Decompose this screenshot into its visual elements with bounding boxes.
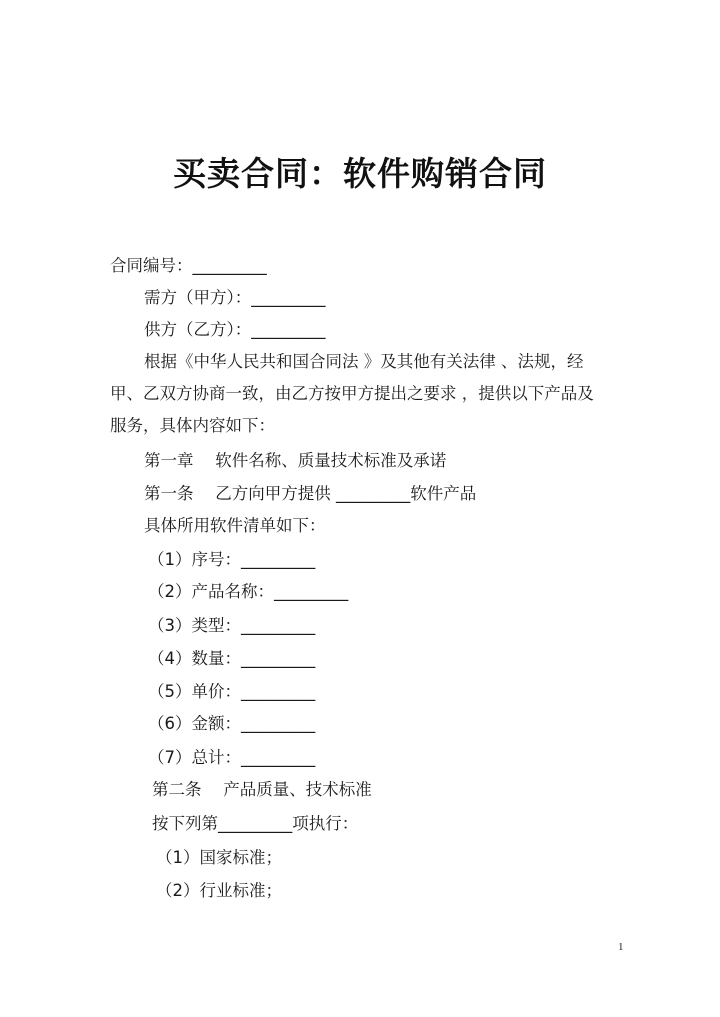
chapter-1-heading: 第一章 软件名称、质量技术标准及承诺	[144, 451, 447, 470]
list-item-serial: （1）序号：_________	[148, 550, 316, 569]
seller-party-line: 供方（乙方）：_________	[144, 320, 326, 339]
document-title: 买卖合同：软件购销合同	[173, 154, 547, 193]
list-item-type: （3）类型：_________	[148, 616, 316, 635]
preamble-line-1: 根据《中华人民共和国合同法 》及其他有关法律 、法规，经	[144, 352, 584, 371]
list-item-product-name: （2）产品名称：_________	[148, 582, 349, 601]
article-1-line: 第一条 乙方向甲方提供 _________软件产品	[144, 484, 477, 503]
article-2-heading: 第二条 产品质量、技术标准	[152, 780, 372, 799]
preamble-line-3: 服务，具体内容如下：	[110, 416, 275, 435]
standard-selection-line: 按下列第_________项执行：	[152, 814, 359, 833]
standard-national: （1）国家标准；	[156, 848, 282, 867]
list-item-amount: （6）金额：_________	[148, 714, 316, 733]
page-number: 1	[618, 941, 624, 953]
software-list-intro: 具体所用软件清单如下：	[144, 516, 326, 535]
list-item-quantity: （4）数量：_________	[148, 649, 316, 668]
buyer-party-line: 需方（甲方）：_________	[144, 288, 326, 307]
standard-industry: （2）行业标准；	[156, 881, 282, 900]
list-item-unit-price: （5）单价：_________	[148, 682, 316, 701]
contract-number-line: 合同编号：_________	[110, 256, 267, 275]
list-item-total: （7）总计：_________	[148, 748, 316, 767]
preamble-line-2: 甲、乙双方协商一致，由乙方按甲方提出之要求 ，提供以下产品及	[110, 384, 594, 403]
